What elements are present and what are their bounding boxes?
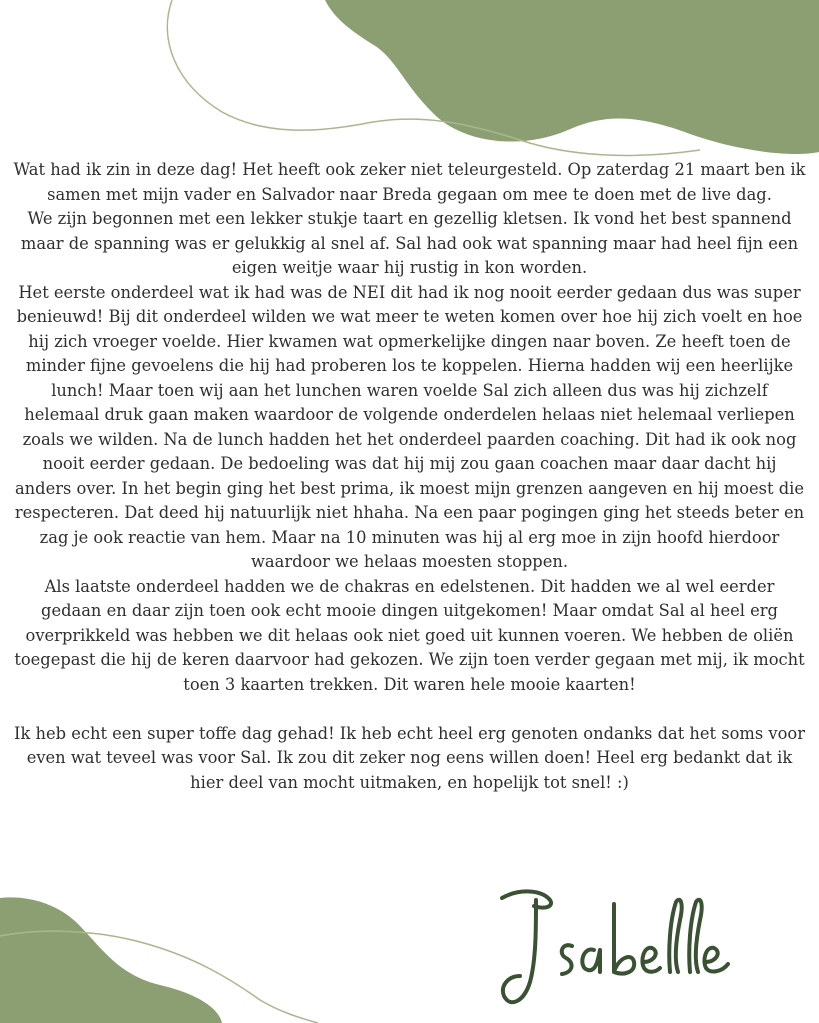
top-right-blob [325,0,819,154]
paragraph-intro: Wat had ik zin in deze dag! Het heeft ook zeker niet teleurgesteld. Op zaterdag 21 maart ben ik samen met mijn vader en Salvador naar Breda gegaan om mee te doen met de live dag. [13,160,806,204]
bottom-left-blob [0,897,222,1023]
paragraph-start: We zijn begonnen met een lekker stukje taart en gezellig kletsen. Ik vond het best spannend maar de spanning was er gelukkig al snel af. Sal had ook wat spanning maar had heel fijn een eigen weitje waar hij rustig in kon worden. [20,209,799,277]
paragraph-closing: Ik heb echt een super toffe dag gehad! Ik heb echt heel erg genoten ondanks dat het soms voor even wat teveel was voor Sal. Ik zou dit zeker nog eens willen doen! Heel erg bedankt dat ik hier deel van mocht uitmaken, en hopelijk tot snel! :) [14,723,805,792]
paragraph-chakras: Als laatste onderdeel hadden we de chakras en edelstenen. Dit hadden we al wel eerder gedaan en daar zijn toen ook echt mooie dingen uitgekomen! Maar omdat Sal al heel erg overprikkeld was hebben we dit helaas ook niet goed uit kunnen voeren. We hebben de oliën toegepast die hij de keren daarvoor had gekozen. We zijn toen verder gegaan met mij, ik mocht toen 3 kaarten trekken. Dit waren hele mooie kaarten! [14,576,805,694]
handwritten-signature [490,880,740,1015]
letter-body [12,158,807,795]
paragraph-activities: Het eerste onderdeel wat ik had was de NEI dit had ik nog nooit eerder gedaan dus was super benieuwd! Bij dit onderdeel wilden we wat meer te weten komen over hoe hij zich voelt en hoe hij zich vroeger voelde. Hier kwamen wat opmerkelijke dingen naar boven. Ze heeft toen de minder fijne gevoelens die hij had proberen los te koppelen. Hierna hadden wij een heerlijke lunch! Maar toen wij aan het lunchen waren voelde Sal zich alleen dus was hij zichzelf helemaal druk gaan maken waardoor de volgende onderdelen helaas niet helemaal verliepen zoals we wilden. Na de lunch hadden het het onderdeel paarden coaching. Dit had ik ook nog nooit eerder gedaan. De bedoeling was dat hij mij zou gaan coachen maar daar dacht hij anders over. In het begin ging het best prima, ik moest mijn grenzen aangeven en hij moest die respecteren. Dat deed hij natuurlijk niet hhaha. Na een paar pogingen ging het steeds beter en zag je ook reactie van hem. Maar na 10 minuten was hij al erg moe in zijn hoofd hierdoor waardoor we helaas moesten stoppen. [14,282,805,571]
